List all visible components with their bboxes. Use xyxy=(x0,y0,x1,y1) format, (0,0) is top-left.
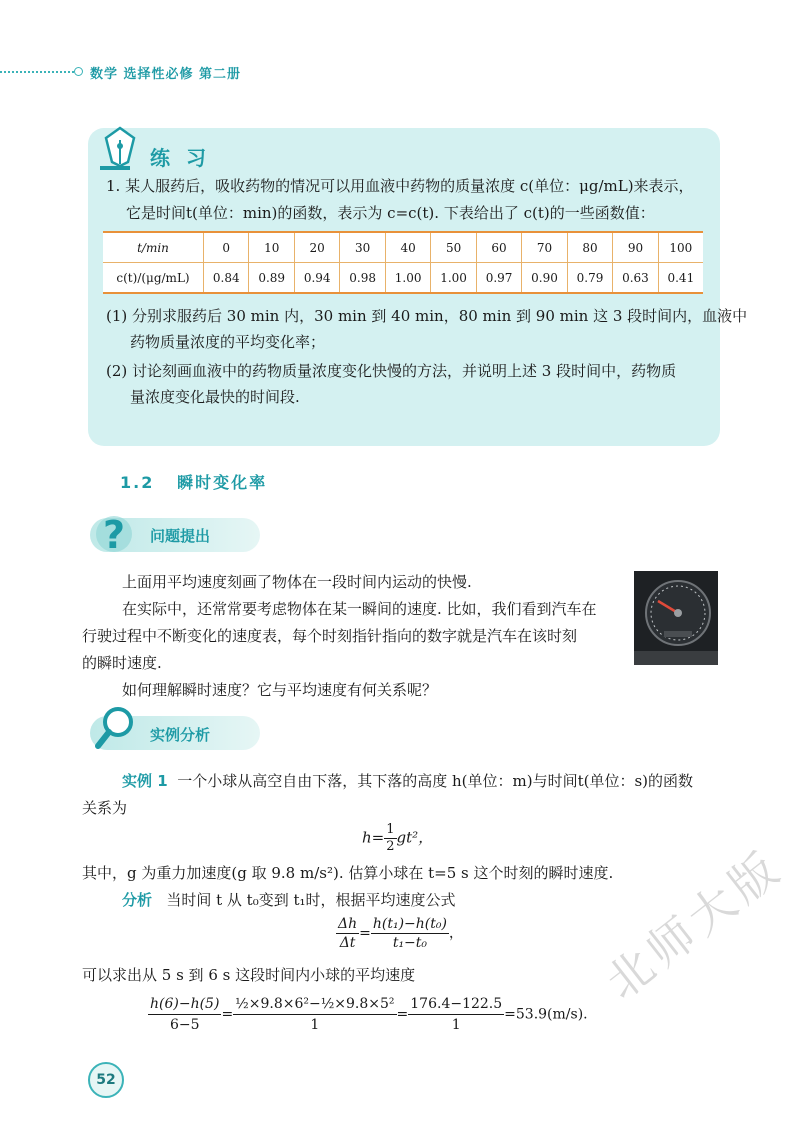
f3-den-b: 1 xyxy=(310,1017,320,1033)
table-cell: 0 xyxy=(204,232,249,263)
table-cell: 0.79 xyxy=(567,263,612,294)
book-title: 数学 选择性必修 第二册 xyxy=(90,67,242,82)
analysis-line xyxy=(122,887,456,913)
speedometer-image xyxy=(634,571,718,665)
f3-den-a: 6−5 xyxy=(169,1017,200,1033)
table-cell: 30 xyxy=(340,232,385,263)
table-cell: 0.90 xyxy=(522,263,567,294)
f2-tail: ， xyxy=(448,925,463,942)
publisher-watermark: 北师大版 xyxy=(595,839,793,1010)
section-number: 1.2 xyxy=(120,473,155,492)
table-cell: 0.98 xyxy=(340,263,385,294)
header-dot xyxy=(74,67,83,76)
table-cell: 100 xyxy=(658,232,703,263)
q1-line2: 它是时间t(单位：min)的函数，表示为 c=c(t). 下表给出了 c(t)的一些函数值： xyxy=(126,204,655,222)
formula-rhs: gt²， xyxy=(396,828,434,847)
table-row-label: t/min xyxy=(103,232,204,263)
table-row xyxy=(103,263,703,294)
problem-p3: 如何理解瞬时速度？它与平均速度有何关系呢？ xyxy=(122,681,438,699)
page-number: 52 xyxy=(88,1062,124,1098)
sub1-line2: 药物质量浓度的平均变化率； xyxy=(130,333,326,351)
table-cell: 90 xyxy=(613,232,658,263)
f2-num-left: Δh xyxy=(338,916,358,932)
section-heading xyxy=(120,470,267,493)
problem-p2-line1: 在实际中，还常常要考虑物体在某一瞬间的速度. 比如，我们看到汽车在 xyxy=(122,600,597,618)
table-row-label: c(t)/(μg/mL) xyxy=(103,263,204,294)
table-cell: 80 xyxy=(567,232,612,263)
table-cell: 70 xyxy=(522,232,567,263)
sub2-line2: 量浓度变化最快的时间段. xyxy=(130,388,300,406)
problem-p2-line2: 行驶过程中不断变化的速度表，每个时刻指针指向的数字就是汽车在该时刻 xyxy=(82,627,578,645)
analysis-text: 当时间 t 从 t₀变到 t₁时，根据平均速度公式 xyxy=(166,891,456,909)
example-line3: 其中，g 为重力加速度(g 取 9.8 m/s²). 估算小球在 t=5 s 这个时刻的瞬时速度. xyxy=(82,864,614,882)
formula-num: 1 xyxy=(386,822,395,837)
f3-num-c: 176.4−122.5 xyxy=(408,994,504,1015)
table-cell: 0.89 xyxy=(249,263,294,294)
table-cell: 0.97 xyxy=(476,263,521,294)
table-cell: 10 xyxy=(249,232,294,263)
sub2-line1: (2) 讨论刻画血液中的药物质量浓度变化快慢的方法，并说明上述 3 段时间中，药物质 xyxy=(106,362,677,380)
table-cell: 0.94 xyxy=(294,263,339,294)
table-cell: 20 xyxy=(294,232,339,263)
example-label: 实例分析 xyxy=(150,726,211,744)
table-cell: 1.00 xyxy=(431,263,476,294)
f2-num-right: h(t₁)−h(t₀) xyxy=(372,916,447,932)
example-number-label: 实例 1 xyxy=(122,772,168,790)
analysis-label: 分析 xyxy=(122,891,153,909)
table-cell: 0.41 xyxy=(658,263,703,294)
exercise-title: 练习 xyxy=(150,146,222,170)
table-cell: 40 xyxy=(385,232,430,263)
problem-p2-line3: 的瞬时速度. xyxy=(82,654,162,672)
formula-average-speed: $\frac{\Delta h}{\Delta t}$ = $\frac{\text{h(t₁)−h(t₀)}}{\text{t₁−t₀}}$ ， xyxy=(338,916,463,951)
table-row xyxy=(103,232,703,263)
f3-den-c: 1 xyxy=(451,1017,461,1033)
example-line5: 可以求出从 5 s 到 6 s 这段时间内小球的平均速度 xyxy=(82,966,416,984)
question-mark-icon xyxy=(94,510,134,556)
table-cell: 1.00 xyxy=(385,263,430,294)
f3-num-b: ½×9.8×6²−½×9.8×5² xyxy=(233,994,396,1015)
q1-line1: 1. 某人服药后，吸收药物的情况可以用血液中药物的质量浓度 c(单位：μg/mL)来表示， xyxy=(106,177,694,195)
problem-p1: 上面用平均速度刻画了物体在一段时间内运动的快慢. xyxy=(122,573,472,591)
sub1-line1: (1) 分别求服药后 30 min 内，30 min 到 40 min，80 min 到 90 min 这 3 段时间内，血液中 xyxy=(106,307,748,325)
f3-num-a: h(6)−h(5) xyxy=(148,994,221,1015)
header-rule xyxy=(0,71,78,73)
table-cell: 50 xyxy=(431,232,476,263)
formula-den: 2 xyxy=(386,839,395,854)
svg-text:?: ? xyxy=(102,513,126,556)
section-title: 瞬时变化率 xyxy=(177,473,268,492)
magnifier-icon xyxy=(94,704,138,752)
function-table xyxy=(103,231,703,294)
formula-free-fall xyxy=(362,822,433,855)
formula-lhs: h= xyxy=(362,828,385,847)
formula-result: $\frac{h(6)-h(5)}{6-5}$ = $\frac{\text{½×9.8×6²−½×9.8×5²}}{1}$ = $\frac{176.4-122.5}{1}$ =53.9(m/s). xyxy=(150,996,588,1033)
pen-nib-icon xyxy=(98,126,142,172)
example-line1-text: 一个小球从高空自由下落，其下落的高度 h(单位：m)与时间t(单位：s)的函数 xyxy=(177,772,694,790)
problem-label: 问题提出 xyxy=(150,527,211,545)
f3-result: =53.9(m/s). xyxy=(504,1006,588,1023)
table-cell: 0.84 xyxy=(204,263,249,294)
f2-den-right: t₁−t₀ xyxy=(392,935,428,951)
example-line2: 关系为 xyxy=(82,799,128,817)
table-cell: 0.63 xyxy=(613,263,658,294)
table-cell: 60 xyxy=(476,232,521,263)
f2-den-left: Δt xyxy=(339,935,356,951)
example-line1 xyxy=(122,768,693,794)
